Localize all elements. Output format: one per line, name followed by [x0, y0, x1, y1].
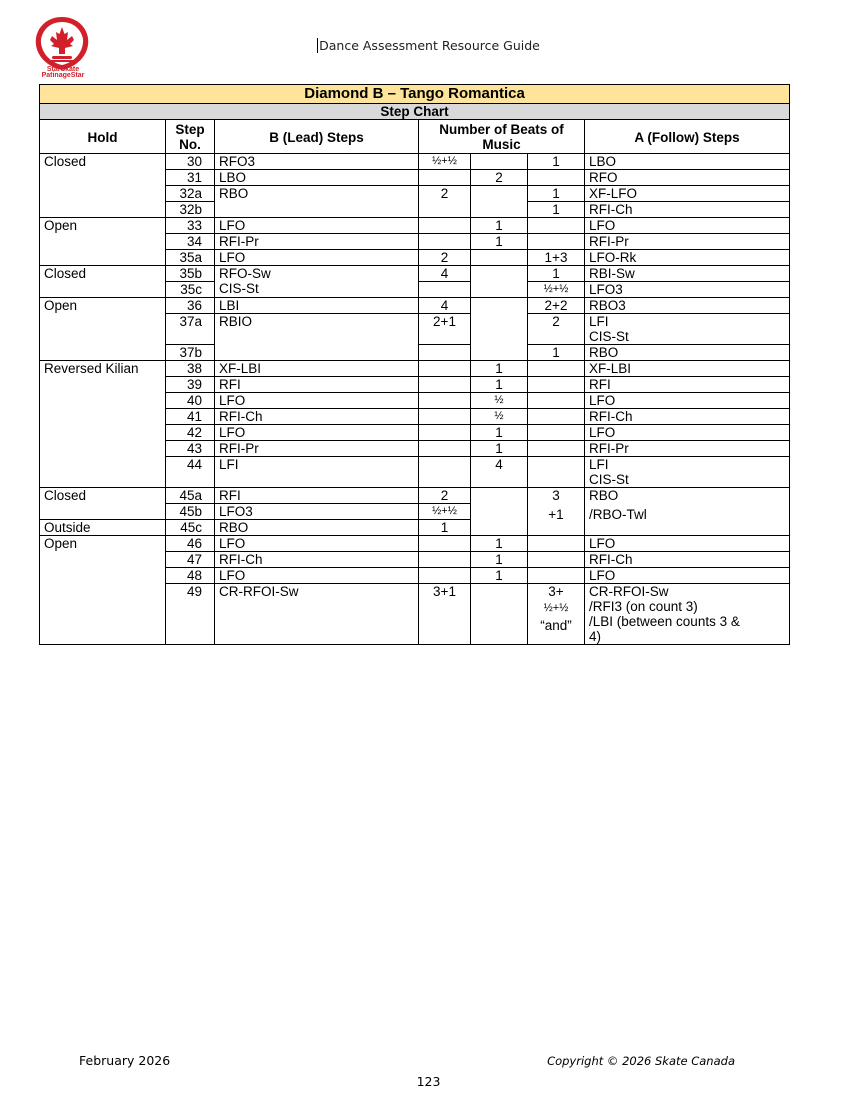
follow-step-cell: RFI-Pr [585, 441, 790, 457]
table-row [40, 154, 790, 170]
footer-date: February 2026 [79, 1053, 171, 1068]
lead-step-cell: RFI [215, 488, 419, 504]
beats-cell: 4 [471, 457, 528, 488]
lead-step-cell: RBO [215, 520, 419, 536]
lead-step-cell: RFI-Ch [215, 552, 419, 568]
beats-cell [528, 536, 585, 552]
logo-text-line-2: PatinageStar [41, 72, 85, 79]
page-number: 123 [416, 1074, 441, 1089]
step-no-cell: 37b [166, 345, 215, 361]
follow-step-cell: LFO [585, 393, 790, 409]
document-header [0, 38, 857, 53]
follow-step-line: /RFI3 (on count 3) [589, 599, 698, 614]
beats-cell [528, 552, 585, 568]
step-no-cell: 45b [166, 504, 215, 520]
hold-cell: Closed [40, 154, 166, 218]
lead-step-cell: LFO3 [215, 504, 419, 520]
beats-cell: 1+3 [528, 250, 585, 266]
lead-step-cell: LFO [215, 425, 419, 441]
table-row [40, 361, 790, 377]
beats-cell: 2 [419, 186, 471, 218]
lead-step-cell: RFI-Pr [215, 441, 419, 457]
follow-step-line: RBO [589, 488, 619, 503]
beats-cell [528, 234, 585, 250]
beats-cell [419, 441, 471, 457]
beats-cell [419, 536, 471, 552]
follow-step-cell: RFI-Pr [585, 234, 790, 250]
step-no-cell: 37a [166, 314, 215, 345]
beats-cell [419, 218, 471, 234]
beats-cell [528, 170, 585, 186]
follow-step-cell: RFI-Ch [585, 552, 790, 568]
beats-cell: 4 [419, 266, 471, 282]
step-no-cell: 42 [166, 425, 215, 441]
step-no-cell: 45a [166, 488, 215, 504]
beats-cell: 1 [471, 234, 528, 250]
logo-text-line-1: StarSkate [46, 66, 80, 73]
beats-cell: 1 [471, 425, 528, 441]
follow-step-cell: LFO [585, 218, 790, 234]
lead-step-cell: RFI-Ch [215, 409, 419, 425]
beats-cell [419, 393, 471, 409]
beats-cell [528, 377, 585, 393]
follow-step-cell [585, 584, 790, 645]
lead-step-cell: CR-RFOI-Sw [215, 584, 419, 645]
beats-cell: ½ [471, 409, 528, 425]
beats-cell: ½ [471, 393, 528, 409]
beats-cell [471, 298, 528, 361]
follow-step-cell: RBI-Sw [585, 266, 790, 282]
hold-cell: Open [40, 536, 166, 645]
follow-step-line: LFI [589, 314, 609, 329]
step-no-cell: 35c [166, 282, 215, 298]
follow-step-cell [585, 314, 790, 345]
header-step-no: Step No. [166, 120, 215, 154]
follow-step-cell: RFI-Ch [585, 409, 790, 425]
step-no-cell: 35b [166, 266, 215, 282]
beats-cell [419, 170, 471, 186]
beats-cell: 2 [419, 488, 471, 504]
lead-step-cell: LFI [215, 457, 419, 488]
beats-cell: 2+1 [419, 314, 471, 345]
step-no-cell: 34 [166, 234, 215, 250]
table-row [40, 488, 790, 504]
follow-step-cell: LFO [585, 425, 790, 441]
text-cursor [317, 38, 318, 53]
beats-cell: ½+½ [528, 282, 585, 298]
beats-cell [419, 409, 471, 425]
beats-cell [528, 425, 585, 441]
follow-step-line: CIS-St [589, 329, 629, 344]
step-no-cell: 30 [166, 154, 215, 170]
step-no-cell: 32a [166, 186, 215, 202]
follow-step-cell: RFO [585, 170, 790, 186]
beats-cell: 1 [471, 377, 528, 393]
step-no-cell: 33 [166, 218, 215, 234]
footer-copyright: Copyright © 2026 Skate Canada [547, 1054, 735, 1068]
step-no-cell: 40 [166, 393, 215, 409]
beats-cell [419, 361, 471, 377]
beats-cell [419, 282, 471, 298]
table-subtitle-row [40, 104, 790, 120]
lead-step-cell: RFO3 [215, 154, 419, 170]
beats-cell: 2+2 [528, 298, 585, 314]
follow-step-line: CR-RFOI-Sw [589, 584, 669, 599]
lead-step-line: CIS-St [219, 281, 259, 296]
beats-cell: 1 [471, 536, 528, 552]
follow-step-cell [585, 488, 790, 536]
beats-cell: 1 [471, 441, 528, 457]
beats-cell: 1 [471, 552, 528, 568]
beats-cell: 2 [419, 250, 471, 266]
beats-cell [528, 361, 585, 377]
lead-step-cell: LFO [215, 536, 419, 552]
hold-cell: Reversed Kilian [40, 361, 166, 488]
follow-step-cell [585, 457, 790, 488]
lead-step-cell: LBI [215, 298, 419, 314]
step-no-cell: 41 [166, 409, 215, 425]
follow-step-line: /RBO-Twl [589, 507, 647, 522]
step-no-cell: 45c [166, 520, 215, 536]
lead-step-cell: LBO [215, 170, 419, 186]
hold-cell: Closed [40, 266, 166, 298]
step-no-cell: 36 [166, 298, 215, 314]
beats-line: 3 [552, 488, 560, 503]
hold-cell: Outside [40, 520, 166, 536]
beats-line: +1 [548, 507, 564, 522]
beats-cell [419, 234, 471, 250]
step-no-cell: 46 [166, 536, 215, 552]
follow-step-cell: LFO [585, 568, 790, 584]
lead-step-cell: RFI-Pr [215, 234, 419, 250]
document-header-title: Dance Assessment Resource Guide [319, 38, 540, 53]
beats-cell [419, 377, 471, 393]
follow-step-line: LFI [589, 457, 609, 472]
table-row [40, 298, 790, 314]
follow-step-cell: XF-LFO [585, 186, 790, 202]
lead-step-cell: LFO [215, 568, 419, 584]
beats-cell [419, 345, 471, 361]
table-header-row [40, 120, 790, 154]
step-no-cell: 44 [166, 457, 215, 488]
step-no-cell: 48 [166, 568, 215, 584]
beats-cell [528, 409, 585, 425]
beats-cell [528, 393, 585, 409]
beats-line: “and” [540, 618, 572, 633]
table-title: Diamond B – Tango Romantica [40, 85, 790, 104]
step-no-cell: 38 [166, 361, 215, 377]
beats-cell: 1 [471, 568, 528, 584]
step-no-cell: 39 [166, 377, 215, 393]
hold-cell: Closed [40, 488, 166, 520]
step-no-cell: 47 [166, 552, 215, 568]
follow-step-cell: LBO [585, 154, 790, 170]
beats-cell: 1 [528, 266, 585, 282]
follow-step-line: /LBI (between counts 3 & [589, 614, 740, 629]
step-no-cell: 32b [166, 202, 215, 218]
lead-step-cell: LFO [215, 393, 419, 409]
beats-cell [528, 218, 585, 234]
lead-step-cell [215, 266, 419, 298]
follow-step-cell: RFI-Ch [585, 202, 790, 218]
follow-step-cell: XF-LBI [585, 361, 790, 377]
hold-cell: Open [40, 298, 166, 361]
beats-cell [528, 488, 585, 536]
beats-cell [419, 457, 471, 488]
beats-cell: ½+½ [419, 154, 471, 170]
beats-cell [471, 266, 528, 298]
follow-step-line: 4) [589, 629, 602, 644]
header-beats: Number of Beats of Music [419, 120, 585, 154]
table-row [40, 536, 790, 552]
beats-cell [419, 568, 471, 584]
beats-cell [471, 250, 528, 266]
lead-step-cell: LFO [215, 218, 419, 234]
beats-cell: 1 [528, 345, 585, 361]
beats-cell: 1 [528, 202, 585, 218]
step-no-cell: 43 [166, 441, 215, 457]
table-row [40, 266, 790, 282]
beats-cell: 1 [528, 154, 585, 170]
beats-cell: 1 [528, 186, 585, 202]
beats-cell [471, 154, 528, 170]
beats-cell [419, 552, 471, 568]
header-lead-steps: B (Lead) Steps [215, 120, 419, 154]
lead-step-cell: RBO [215, 186, 419, 218]
beats-cell: 4 [419, 298, 471, 314]
beats-line: ½+½ [543, 602, 569, 614]
table-title-row [40, 85, 790, 104]
follow-step-cell: RBO3 [585, 298, 790, 314]
beats-cell [471, 186, 528, 218]
beats-cell [528, 568, 585, 584]
step-no-cell: 35a [166, 250, 215, 266]
follow-step-line: CIS-St [589, 472, 629, 487]
follow-step-cell: RFI [585, 377, 790, 393]
beats-line: 3+ [548, 584, 564, 599]
beats-cell: 1 [471, 218, 528, 234]
beats-cell [528, 441, 585, 457]
logo-text [28, 66, 98, 80]
beats-cell [528, 457, 585, 488]
beats-cell: 2 [471, 170, 528, 186]
lead-step-line: RFO-Sw [219, 266, 271, 281]
follow-step-cell: LFO [585, 536, 790, 552]
lead-step-cell: XF-LBI [215, 361, 419, 377]
beats-cell: 2 [528, 314, 585, 345]
lead-step-cell: LFO [215, 250, 419, 266]
step-chart-table [39, 84, 790, 645]
follow-step-cell: LFO-Rk [585, 250, 790, 266]
beats-cell [419, 425, 471, 441]
lead-step-cell: RFI [215, 377, 419, 393]
header-follow-steps: A (Follow) Steps [585, 120, 790, 154]
beats-cell: ½+½ [419, 504, 471, 520]
header-hold: Hold [40, 120, 166, 154]
beats-cell: 3+1 [419, 584, 471, 645]
follow-step-cell: LFO3 [585, 282, 790, 298]
follow-step-cell: RBO [585, 345, 790, 361]
step-no-cell: 49 [166, 584, 215, 645]
step-no-cell: 31 [166, 170, 215, 186]
lead-step-cell: RBIO [215, 314, 419, 361]
hold-cell: Open [40, 218, 166, 266]
beats-cell [471, 584, 528, 645]
beats-cell [528, 584, 585, 645]
table-row [40, 218, 790, 234]
beats-cell [471, 488, 528, 536]
beats-cell: 1 [419, 520, 471, 536]
beats-cell: 1 [471, 361, 528, 377]
table-subtitle: Step Chart [40, 104, 790, 120]
